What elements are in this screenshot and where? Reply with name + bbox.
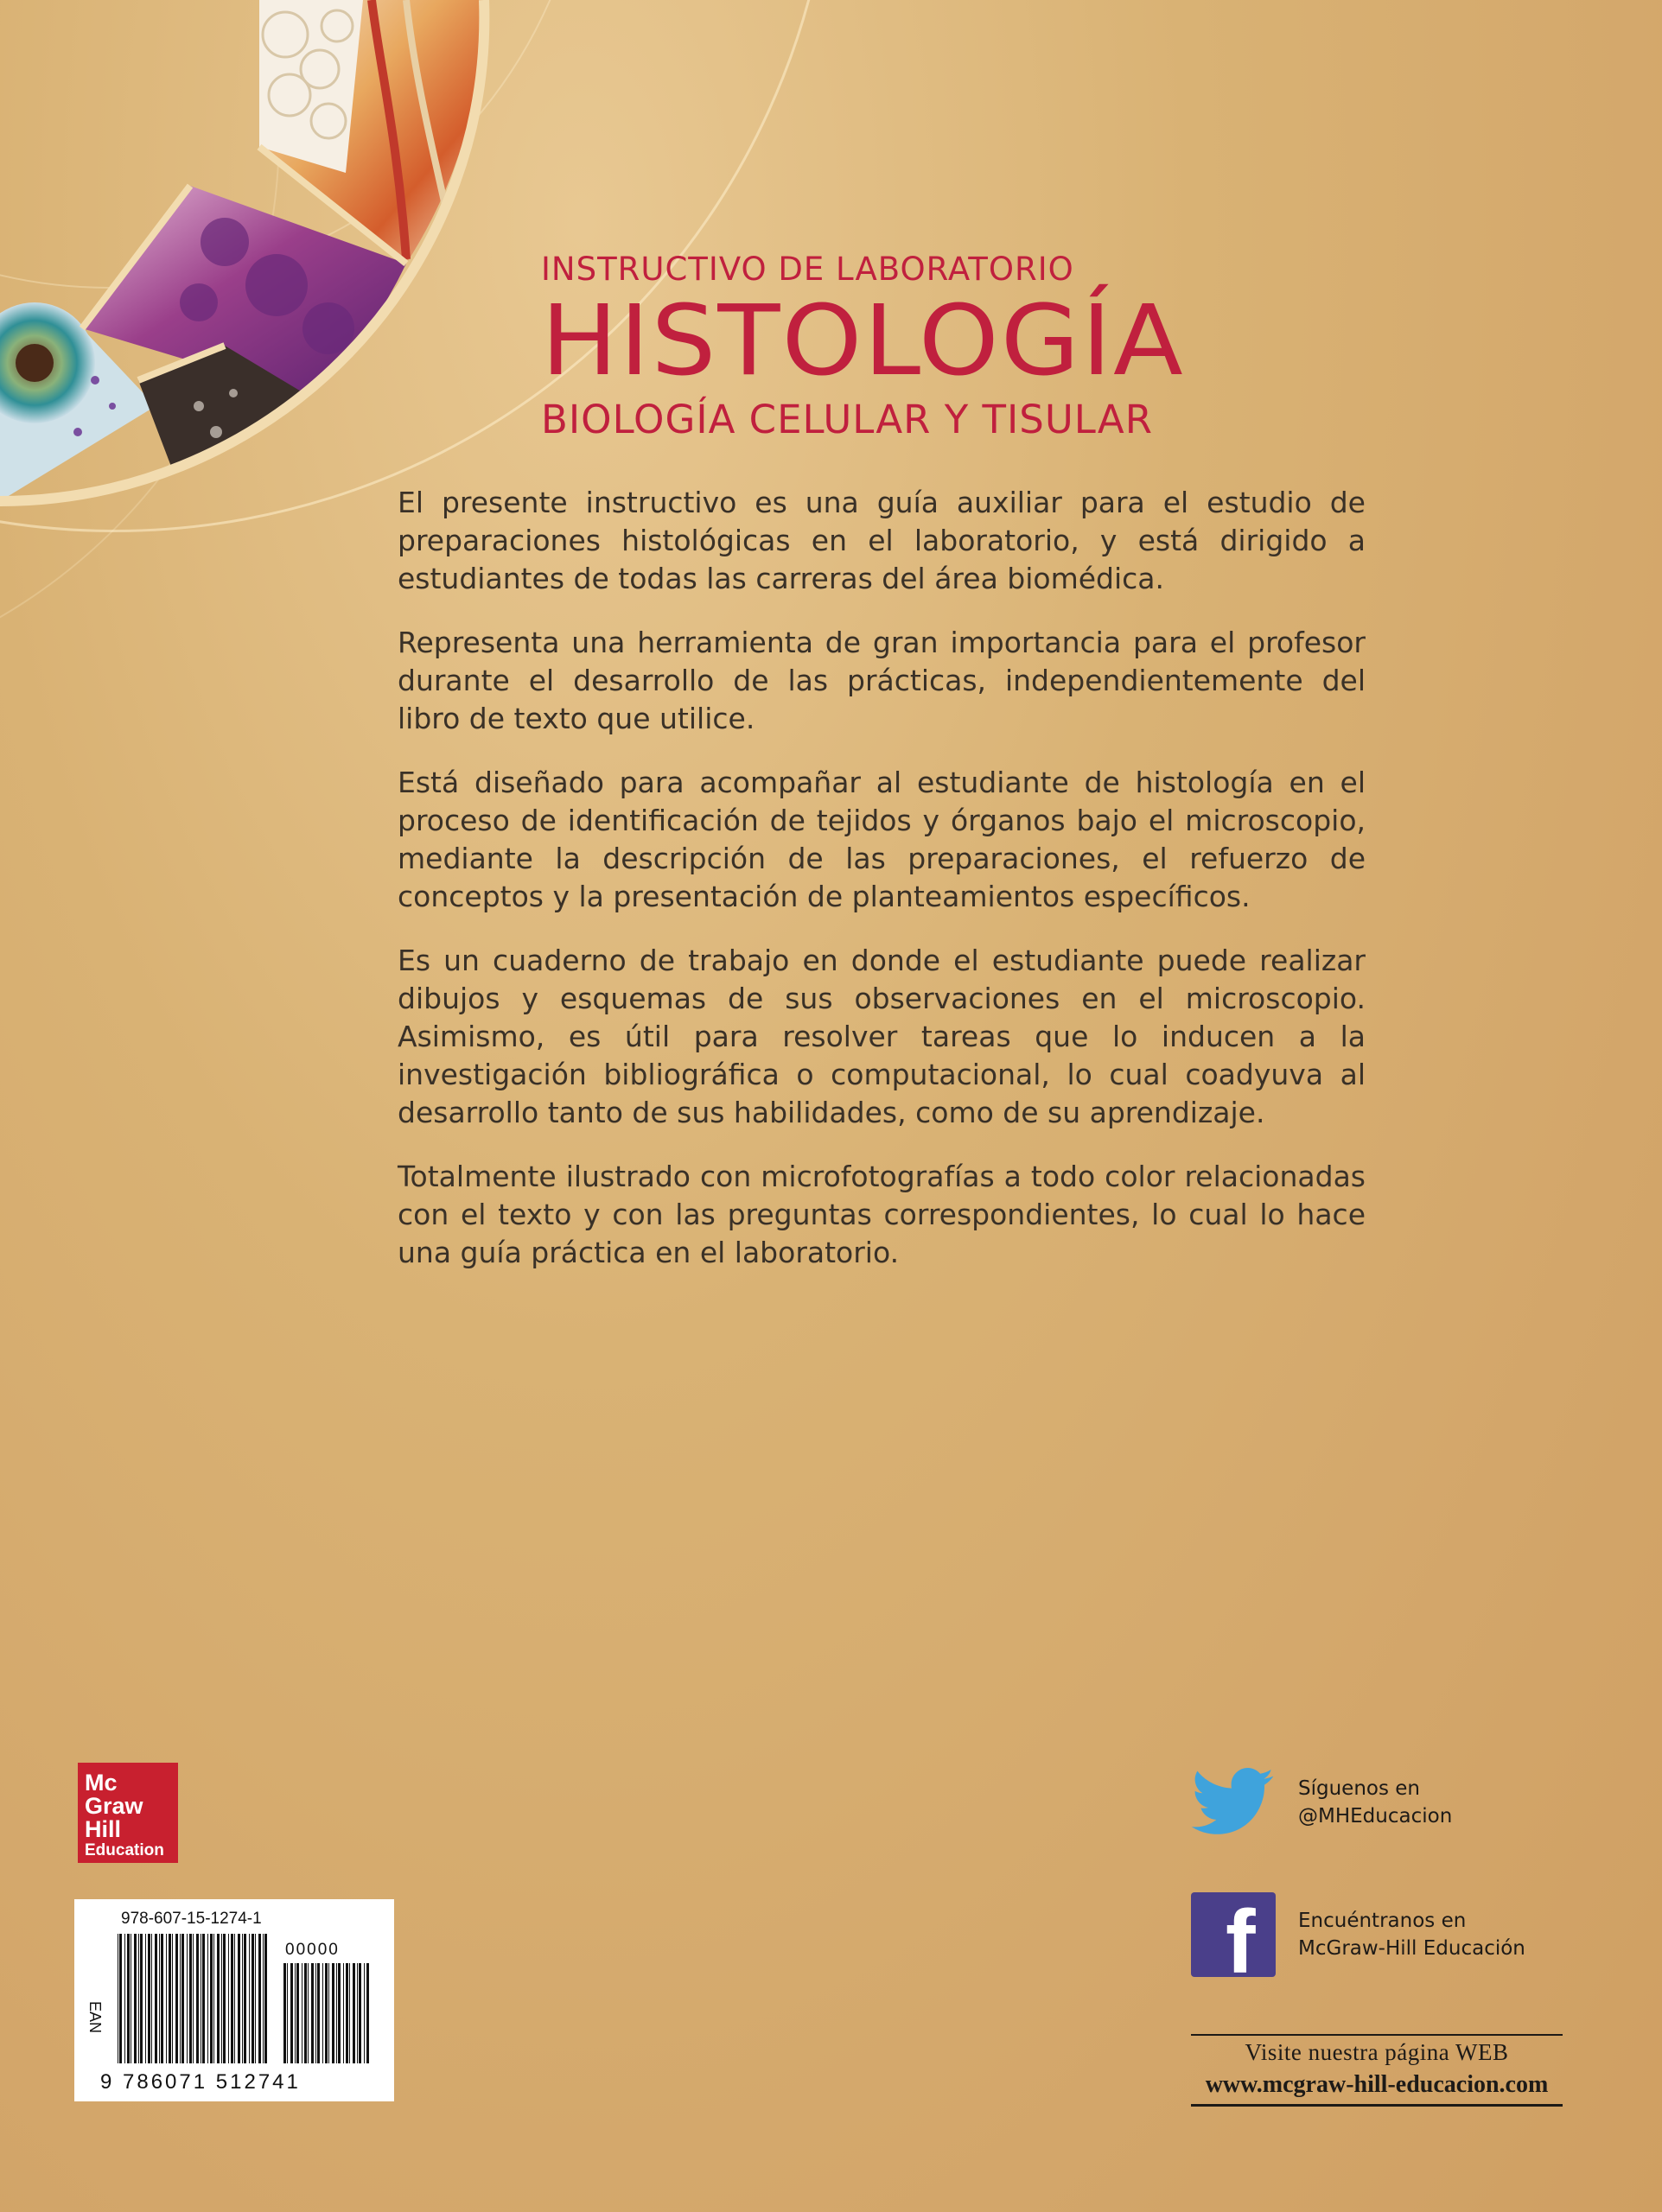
barcode-bar <box>264 1934 267 2063</box>
barcode-bar <box>196 1934 199 2063</box>
barcode-bar <box>166 1934 167 2063</box>
website-url[interactable]: www.mcgraw-hill-educacion.com <box>1205 2071 1549 2098</box>
barcode-bar <box>336 1963 337 2063</box>
barcode-bar <box>296 1963 299 2063</box>
barcode-bar <box>295 1963 296 2063</box>
barcode-bar <box>263 1934 264 2063</box>
barcode-bar <box>187 1934 188 2063</box>
barcode-bar <box>124 1934 125 2063</box>
barcode-bar <box>359 1963 361 2063</box>
book-subtitle: BIOLOGÍA CELULAR Y TISULAR <box>541 397 1153 442</box>
website-label: Visite nuestra página WEB <box>1245 2039 1509 2065</box>
barcode-bar <box>349 1963 350 2063</box>
barcode-bar <box>258 1934 261 2063</box>
barcode-bar <box>234 1934 235 2063</box>
barcode-bar <box>127 1934 130 2063</box>
barcode-bar <box>244 1934 246 2063</box>
barcode-bar <box>172 1934 173 2063</box>
title-kicker: INSTRUCTIVO DE LABORATORIO <box>541 251 1074 288</box>
barcode-bar <box>159 1934 160 2063</box>
barcode-bar <box>189 1934 192 2063</box>
barcode-bar <box>317 1963 320 2063</box>
ean-code: 9 786071 512741 <box>100 2070 301 2094</box>
barcode-bar <box>353 1963 355 2063</box>
barcode-label <box>74 1899 394 2101</box>
facebook-page-name: McGraw-Hill Educación <box>1298 1937 1525 1960</box>
blurb-paragraph: El presente instructivo es una guía auxiliar para el estudio de preparaciones histológicas en el laboratorio, y está dirigido a estudiantes de todas las carreras del área biomédica. <box>398 486 1366 595</box>
facebook-icon: f <box>1191 1892 1276 1977</box>
barcode-bar <box>366 1963 369 2063</box>
barcode-bar <box>148 1934 150 2063</box>
logo-text: Hill <box>85 1816 122 1842</box>
blurb-paragraph: Está diseñado para acompañar al estudiante de histología en el proceso de identificación de tejidos y órganos bajo el microscopio, mediante la descripción de las preparaciones, el refuerzo de conceptos y la presentación de planteamientos específicos. <box>398 766 1366 913</box>
blurb-paragraph: Totalmente ilustrado con microfotografías a todo color relacionadas con el texto y con las preguntas correspondientes, lo cual lo hace una guía práctica en el laboratorio. <box>398 1160 1366 1269</box>
ean-label: EAN <box>86 2001 104 2034</box>
barcode-bar <box>315 1963 316 2063</box>
barcode-bar <box>217 1934 220 2063</box>
barcode-bar <box>210 1934 213 2063</box>
barcode-bar <box>290 1963 293 2063</box>
barcode-bar <box>364 1963 365 2063</box>
barcode-bar <box>175 1934 178 2063</box>
twitter-bird-icon <box>1191 1768 1276 1837</box>
facebook-follow[interactable] <box>1191 1892 1525 1977</box>
twitter-follow[interactable] <box>1191 1768 1452 1837</box>
barcode-bar <box>343 1963 344 2063</box>
barcode-bar <box>140 1934 143 2063</box>
barcode-bar <box>180 1934 181 2063</box>
website-box <box>1191 2034 1563 2107</box>
barcode-bar <box>202 1934 205 2063</box>
barcode-bar <box>325 1963 328 2063</box>
barcode-bar <box>169 1934 171 2063</box>
barcode-bar <box>223 1934 226 2063</box>
barcode-bar <box>134 1934 137 2063</box>
barcode-bar <box>328 1963 329 2063</box>
twitter-line-1: Síguenos en <box>1298 1777 1420 1800</box>
barcode-bar <box>357 1963 358 2063</box>
blurb-paragraph: Es un cuaderno de trabajo en donde el estudiante puede realizar dibujos y esquemas de sus observaciones en el microscopio. Asimismo, es útil para resolver tareas que lo inducen a la investigación bibliográfica o computacional, lo cual coadyuva al desarrollo tanto de sus habilidades, como de su aprendizaje. <box>398 944 1366 1129</box>
barcode-bar <box>145 1934 146 2063</box>
barcode-bar <box>155 1934 157 2063</box>
barcode-bar <box>181 1934 184 2063</box>
logo-text: Mc <box>85 1770 118 1796</box>
mcgraw-hill-logo <box>78 1763 178 1863</box>
facebook-line-1: Encuéntranos en <box>1298 1910 1467 1932</box>
twitter-handle: @MHEducacion <box>1298 1805 1453 1827</box>
barcode-bar <box>311 1963 314 2063</box>
barcode-bar <box>228 1934 229 2063</box>
blurb-paragraph: Representa una herramienta de gran importancia para el profesor durante el desarrollo de las prácticas, independientemente del libro de texto que utilice. <box>398 626 1366 735</box>
barcode-bar <box>322 1963 323 2063</box>
barcode-bar <box>193 1934 194 2063</box>
divider <box>1191 2104 1563 2107</box>
barcode-bar <box>283 1963 286 2063</box>
barcode-bar <box>138 1934 139 2063</box>
barcode-bar <box>249 1934 250 2063</box>
blurb <box>398 484 1366 1298</box>
barcode-bar <box>119 1934 122 2063</box>
barcode-bar <box>221 1934 222 2063</box>
logo-text: Education <box>85 1841 164 1859</box>
barcode-bar <box>231 1934 233 2063</box>
barcode-bar <box>346 1963 348 2063</box>
barcode-bar <box>242 1934 243 2063</box>
logo-text: Graw <box>85 1793 143 1819</box>
barcode-bar <box>332 1963 334 2063</box>
barcode-bar <box>213 1934 214 2063</box>
barcode-bar <box>207 1934 208 2063</box>
barcode-bar <box>252 1934 254 2063</box>
divider <box>1191 2034 1563 2036</box>
barcode-bar <box>161 1934 163 2063</box>
barcode-bar <box>304 1963 307 2063</box>
barcode-bar <box>151 1934 152 2063</box>
addon-code: 00000 <box>285 1941 340 1959</box>
barcode-bar <box>287 1963 288 2063</box>
barcode-bar <box>255 1934 256 2063</box>
barcode-bar <box>238 1934 240 2063</box>
isbn-number: 978-607-15-1274-1 <box>121 1910 262 1928</box>
barcode-bar <box>338 1963 341 2063</box>
barcode-bar <box>308 1963 309 2063</box>
book-title: HISTOLOGÍA <box>541 283 1185 397</box>
title-block <box>541 251 1198 442</box>
